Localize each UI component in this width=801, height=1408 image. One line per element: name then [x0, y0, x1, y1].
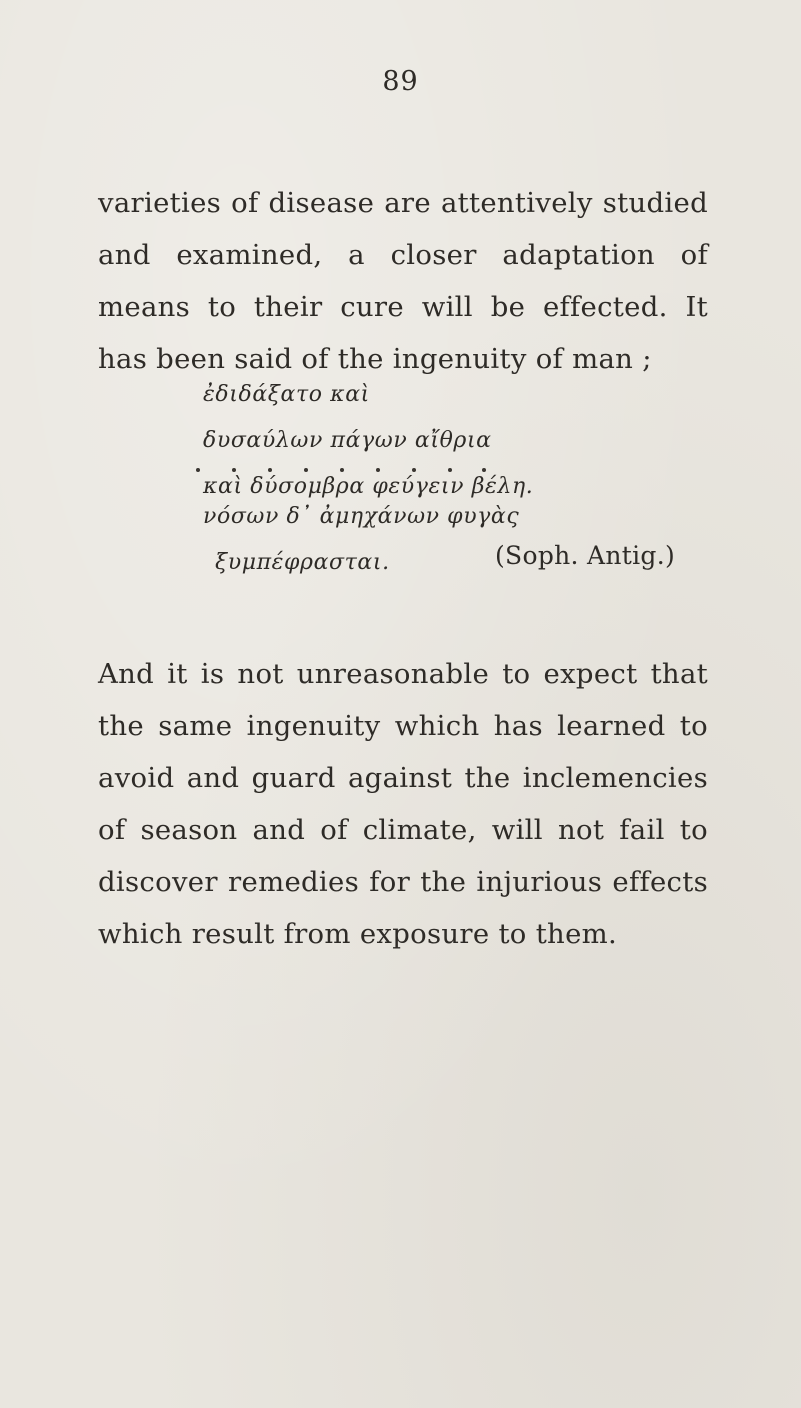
greek-quote-line: δυσαύλων πάγων αἴθρια — [203, 428, 492, 453]
greek-quote-line: καὶ δύσομβρα φεύγειν βέλη. — [203, 474, 534, 499]
paragraph-2-line: discover remedies for the injurious effects — [98, 866, 708, 898]
paragraph-1-line: varieties of disease are attentively studied — [98, 187, 708, 219]
greek-quote-line: ἐδιδάξατο καὶ — [203, 382, 370, 407]
paragraph-2 — [98, 648, 708, 960]
ellipsis-dots-divider — [196, 465, 486, 475]
paragraph-2-line: avoid and guard against the inclemencies — [98, 762, 708, 794]
page-number: 89 — [382, 66, 419, 97]
paragraph-1-line: means to their cure will be effected. It — [98, 291, 708, 323]
quote-citation: (Soph. Antig.) — [495, 541, 676, 570]
greek-quotation-block-b — [203, 494, 519, 586]
paragraph-2-line: And it is not unreasonable to expect that — [98, 658, 708, 690]
paragraph-2-line: the same ingenuity which has learned to — [98, 710, 708, 742]
greek-quote-line: νόσων δ᾽ ἀμηχάνων φυγὰς — [203, 504, 520, 529]
greek-quote-line: ξυμπέφρασται. — [215, 550, 390, 575]
paragraph-1-line: and examined, a closer adaptation of — [98, 239, 708, 271]
paragraph-2-line: which result from exposure to them. — [98, 918, 618, 950]
paragraph-1 — [98, 177, 708, 385]
paragraph-2-line: of season and of climate, will not fail to — [98, 814, 708, 846]
greek-quotation-block-a — [203, 372, 533, 510]
paragraph-1-line: has been said of the ingenuity of man ; — [98, 343, 652, 375]
